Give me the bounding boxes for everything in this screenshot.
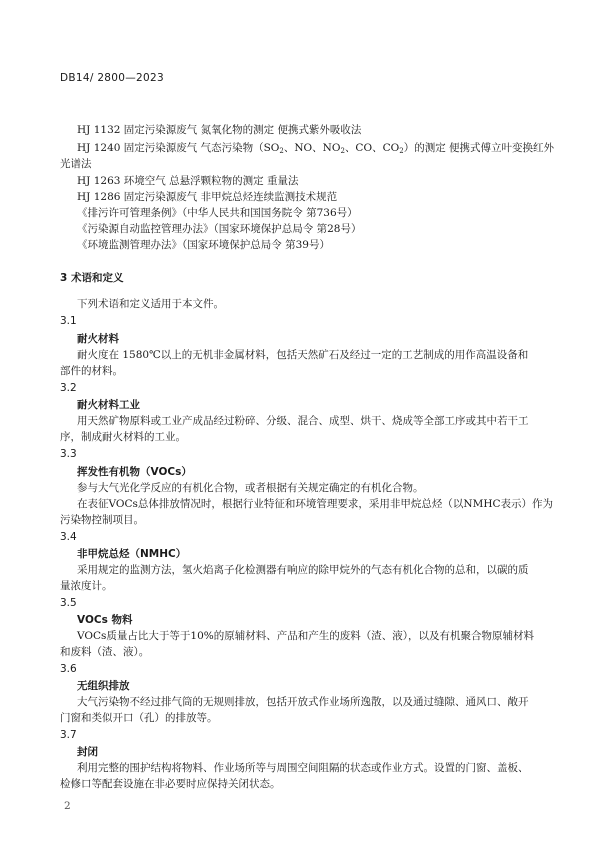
standard-code: DB14/ 2800—2023 [60,72,164,84]
reference-hj1240-cont: 光谱法 [60,158,92,170]
reference-regulation-736: 《排污许可管理条例》（中华人民共和国国务院令 第736号） [77,207,358,219]
section-heading: 3 术语和定义 [60,272,124,284]
term-title: 封闭 [77,746,98,758]
reference-hj1263: HJ 1263 环境空气 总悬浮颗粒物的测定 重量法 [77,175,299,187]
term-definition-line: 在表征VOCs总体排放情况时，根据行业特征和环境管理要求，采用非甲烷总烃（以NMHC表示）作为 [77,498,554,510]
reference-regulation-28: 《污染源自动监控管理办法》（国家环境保护总局令 第28号） [77,223,362,235]
term-definition-line: 量浓度计。 [60,580,113,592]
reference-hj1132: HJ 1132 固定污染源废气 氮氧化物的测定 便携式紫外吸收法 [77,124,362,136]
term-number: 3.7 [60,729,77,741]
term-definition-line: 和废料（渣、液）。 [60,646,150,658]
term-definition-line: 部件的材料。 [60,365,123,377]
term-definition-line: 序，制成耐火材料的工业。 [60,431,186,443]
term-definition-line: 检修口等配套设施在非必要时应保持关闭状态。 [60,778,281,790]
term-definition-line: VOCs质量占比大于等于10%的原辅材料、产品和产生的废料（渣、液），以及有机聚合物原辅材料 [77,630,535,642]
term-definition-line: 用天然矿物原料或工业产成品经过粉碎、分级、混合、成型、烘干、烧成等全部工序或其中若干工 [77,415,529,427]
term-number: 3.1 [60,315,77,327]
term-number: 3.2 [60,382,77,394]
term-number: 3.4 [60,531,77,543]
term-definition-line: 采用规定的监测方法，氢火焰离子化检测器有响应的除甲烷外的气态有机化合物的总和，以碳的质 [77,564,529,576]
section-intro: 下列术语和定义适用于本文件。 [77,298,224,310]
term-number: 3.3 [60,448,77,460]
term-definition-line: 门窗和类似开口（孔）的排放等。 [60,712,218,724]
term-definition-line: 大气污染物不经过排气筒的无规则排放，包括开放式作业场所逸散，以及通过缝隙、通风口、敞开 [77,696,529,708]
term-definition-line: 耐火度在 1580℃以上的无机非金属材料，包括天然矿石及经过一定的工艺制成的用作高温设备和 [77,349,529,361]
term-title: 耐火材料工业 [77,399,140,411]
term-definition-line: 污染物控制项目。 [60,514,144,526]
reference-hj1286: HJ 1286 固定污染源废气 非甲烷总烃连续监测技术规范 [77,191,338,203]
term-title: VOCs 物料 [77,614,133,626]
term-title: 挥发性有机物（VOCs） [77,466,192,478]
term-definition-line: 利用完整的围护结构将物料、作业场所等与周围空间阻隔的状态或作业方式。设置的门窗、盖板、 [77,762,529,774]
term-number: 3.6 [60,663,77,675]
reference-hj1240: HJ 1240 固定污染源废气 气态污染物（$SO_2$、NO、$NO_2$、CO、$CO_2$）的测定 便携式傅立叶变换红外 [77,142,555,155]
term-title: 耐火材料 [77,333,119,345]
page-number: 2 [64,800,71,812]
term-number: 3.5 [60,597,77,609]
term-definition-line: 参与大气光化学反应的有机化合物，或者根据有关规定确定的有机化合物。 [77,482,424,494]
reference-regulation-39: 《环境监测管理办法》（国家环境保护总局令 第39号） [77,239,330,251]
term-title: 无组织排放 [77,680,130,692]
term-title: 非甲烷总烃（NMHC） [77,548,187,560]
